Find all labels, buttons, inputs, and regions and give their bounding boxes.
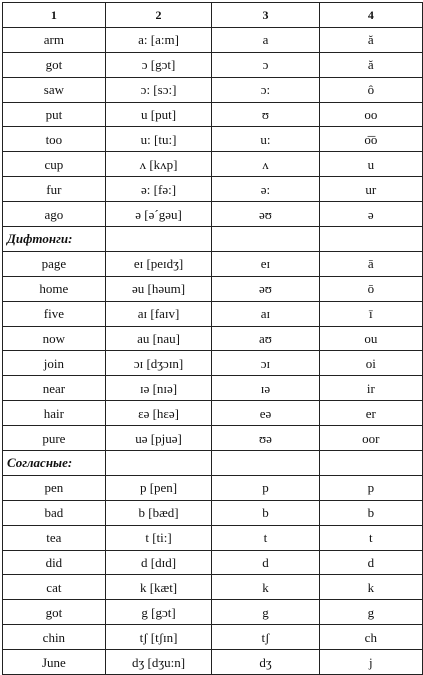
word-cell: pen bbox=[3, 475, 106, 500]
ipa-symbol-cell: ɔ bbox=[212, 52, 319, 77]
transcription-cell: dʒ [dʒu:n] bbox=[105, 650, 212, 675]
ipa-symbol-cell: ə: bbox=[212, 177, 319, 202]
table-row bbox=[3, 52, 423, 77]
ipa-symbol-cell: k bbox=[212, 575, 319, 600]
column-header-3: 3 bbox=[212, 3, 319, 28]
table-row bbox=[3, 600, 423, 625]
transcription-cell: aɪ [faɪv] bbox=[105, 301, 212, 326]
table-row bbox=[3, 127, 423, 152]
empty-cell bbox=[212, 451, 319, 476]
respelling-cell: er bbox=[319, 401, 422, 426]
word-cell: near bbox=[3, 376, 106, 401]
section-heading-row bbox=[3, 451, 423, 476]
pronunciation-table bbox=[2, 2, 423, 675]
transcription-cell: b [bæd] bbox=[105, 500, 212, 525]
respelling-cell: ī bbox=[319, 301, 422, 326]
table-row bbox=[3, 351, 423, 376]
table-row bbox=[3, 251, 423, 276]
respelling-cell: t bbox=[319, 525, 422, 550]
transcription-cell: uə [pjuə] bbox=[105, 426, 212, 451]
respelling-cell: ō bbox=[319, 276, 422, 301]
transcription-cell: t [ti:] bbox=[105, 525, 212, 550]
respelling-cell: oi bbox=[319, 351, 422, 376]
word-cell: ago bbox=[3, 202, 106, 227]
word-cell: chin bbox=[3, 625, 106, 650]
word-cell: home bbox=[3, 276, 106, 301]
table-row bbox=[3, 152, 423, 177]
transcription-cell: əu [həum] bbox=[105, 276, 212, 301]
ipa-symbol-cell: əʊ bbox=[212, 276, 319, 301]
ipa-symbol-cell: ʊ bbox=[212, 102, 319, 127]
column-header-2: 2 bbox=[105, 3, 212, 28]
transcription-cell: tʃ [tʃɪn] bbox=[105, 625, 212, 650]
respelling-cell: oo bbox=[319, 102, 422, 127]
ipa-symbol-cell: əʊ bbox=[212, 202, 319, 227]
section-heading: Согласные: bbox=[3, 451, 106, 476]
table-row bbox=[3, 401, 423, 426]
word-cell: arm bbox=[3, 27, 106, 52]
respelling-cell: ə bbox=[319, 202, 422, 227]
word-cell: too bbox=[3, 127, 106, 152]
table-row bbox=[3, 177, 423, 202]
ipa-symbol-cell: g bbox=[212, 600, 319, 625]
ipa-symbol-cell: dʒ bbox=[212, 650, 319, 675]
transcription-cell: u [put] bbox=[105, 102, 212, 127]
word-cell: June bbox=[3, 650, 106, 675]
word-cell: fur bbox=[3, 177, 106, 202]
ipa-symbol-cell: ɔɪ bbox=[212, 351, 319, 376]
respelling-cell: d bbox=[319, 550, 422, 575]
empty-cell bbox=[105, 227, 212, 252]
ipa-symbol-cell: ɪə bbox=[212, 376, 319, 401]
respelling-cell: g bbox=[319, 600, 422, 625]
transcription-cell: ə [əˊgəu] bbox=[105, 202, 212, 227]
table-row bbox=[3, 500, 423, 525]
ipa-symbol-cell: tʃ bbox=[212, 625, 319, 650]
pronunciation-table-page bbox=[2, 2, 423, 675]
transcription-cell: g [gɔt] bbox=[105, 600, 212, 625]
respelling-cell: o͞o bbox=[319, 127, 422, 152]
respelling-cell: k bbox=[319, 575, 422, 600]
ipa-symbol-cell: aʊ bbox=[212, 326, 319, 351]
column-header-1: 1 bbox=[3, 3, 106, 28]
table-row bbox=[3, 202, 423, 227]
word-cell: did bbox=[3, 550, 106, 575]
ipa-symbol-cell: aɪ bbox=[212, 301, 319, 326]
transcription-cell: u: [tu:] bbox=[105, 127, 212, 152]
ipa-symbol-cell: eɪ bbox=[212, 251, 319, 276]
ipa-symbol-cell: eə bbox=[212, 401, 319, 426]
word-cell: hair bbox=[3, 401, 106, 426]
respelling-cell: p bbox=[319, 475, 422, 500]
word-cell: got bbox=[3, 600, 106, 625]
table-row bbox=[3, 426, 423, 451]
table-row bbox=[3, 102, 423, 127]
respelling-cell: oor bbox=[319, 426, 422, 451]
table-row bbox=[3, 301, 423, 326]
word-cell: put bbox=[3, 102, 106, 127]
word-cell: bad bbox=[3, 500, 106, 525]
respelling-cell: ă bbox=[319, 52, 422, 77]
ipa-symbol-cell: ɔ: bbox=[212, 77, 319, 102]
header-row bbox=[3, 3, 423, 28]
word-cell: join bbox=[3, 351, 106, 376]
ipa-symbol-cell: ʌ bbox=[212, 152, 319, 177]
transcription-cell: ə: [fə:] bbox=[105, 177, 212, 202]
table-row bbox=[3, 525, 423, 550]
respelling-cell: ou bbox=[319, 326, 422, 351]
word-cell: saw bbox=[3, 77, 106, 102]
respelling-cell: ur bbox=[319, 177, 422, 202]
table-row bbox=[3, 77, 423, 102]
empty-cell bbox=[319, 451, 422, 476]
table-row bbox=[3, 276, 423, 301]
word-cell: got bbox=[3, 52, 106, 77]
empty-cell bbox=[319, 227, 422, 252]
respelling-cell: ă bbox=[319, 27, 422, 52]
table-row bbox=[3, 27, 423, 52]
respelling-cell: ch bbox=[319, 625, 422, 650]
word-cell: cat bbox=[3, 575, 106, 600]
ipa-symbol-cell: d bbox=[212, 550, 319, 575]
transcription-cell: ɔ [gɔt] bbox=[105, 52, 212, 77]
respelling-cell: b bbox=[319, 500, 422, 525]
empty-cell bbox=[105, 451, 212, 476]
section-heading: Дифтонги: bbox=[3, 227, 106, 252]
transcription-cell: ɔɪ [dʒɔɪn] bbox=[105, 351, 212, 376]
word-cell: five bbox=[3, 301, 106, 326]
transcription-cell: p [pen] bbox=[105, 475, 212, 500]
table-body bbox=[3, 27, 423, 674]
ipa-symbol-cell: t bbox=[212, 525, 319, 550]
word-cell: page bbox=[3, 251, 106, 276]
empty-cell bbox=[212, 227, 319, 252]
respelling-cell: ô bbox=[319, 77, 422, 102]
ipa-symbol-cell: b bbox=[212, 500, 319, 525]
table-row bbox=[3, 650, 423, 675]
ipa-symbol-cell: ʊə bbox=[212, 426, 319, 451]
word-cell: pure bbox=[3, 426, 106, 451]
transcription-cell: a: [a:m] bbox=[105, 27, 212, 52]
section-heading-row bbox=[3, 227, 423, 252]
word-cell: tea bbox=[3, 525, 106, 550]
respelling-cell: u bbox=[319, 152, 422, 177]
transcription-cell: k [kæt] bbox=[105, 575, 212, 600]
transcription-cell: eɪ [peɪdʒ] bbox=[105, 251, 212, 276]
table-row bbox=[3, 475, 423, 500]
ipa-symbol-cell: u: bbox=[212, 127, 319, 152]
table-row bbox=[3, 575, 423, 600]
ipa-symbol-cell: a bbox=[212, 27, 319, 52]
transcription-cell: ɔ: [sɔ:] bbox=[105, 77, 212, 102]
transcription-cell: ɪə [nɪə] bbox=[105, 376, 212, 401]
transcription-cell: ʌ [kʌp] bbox=[105, 152, 212, 177]
word-cell: now bbox=[3, 326, 106, 351]
transcription-cell: au [nau] bbox=[105, 326, 212, 351]
respelling-cell: j bbox=[319, 650, 422, 675]
respelling-cell: ir bbox=[319, 376, 422, 401]
ipa-symbol-cell: p bbox=[212, 475, 319, 500]
transcription-cell: εə [hεə] bbox=[105, 401, 212, 426]
column-header-4: 4 bbox=[319, 3, 422, 28]
table-row bbox=[3, 326, 423, 351]
table-row bbox=[3, 376, 423, 401]
table-row bbox=[3, 550, 423, 575]
respelling-cell: ā bbox=[319, 251, 422, 276]
word-cell: cup bbox=[3, 152, 106, 177]
transcription-cell: d [dɪd] bbox=[105, 550, 212, 575]
